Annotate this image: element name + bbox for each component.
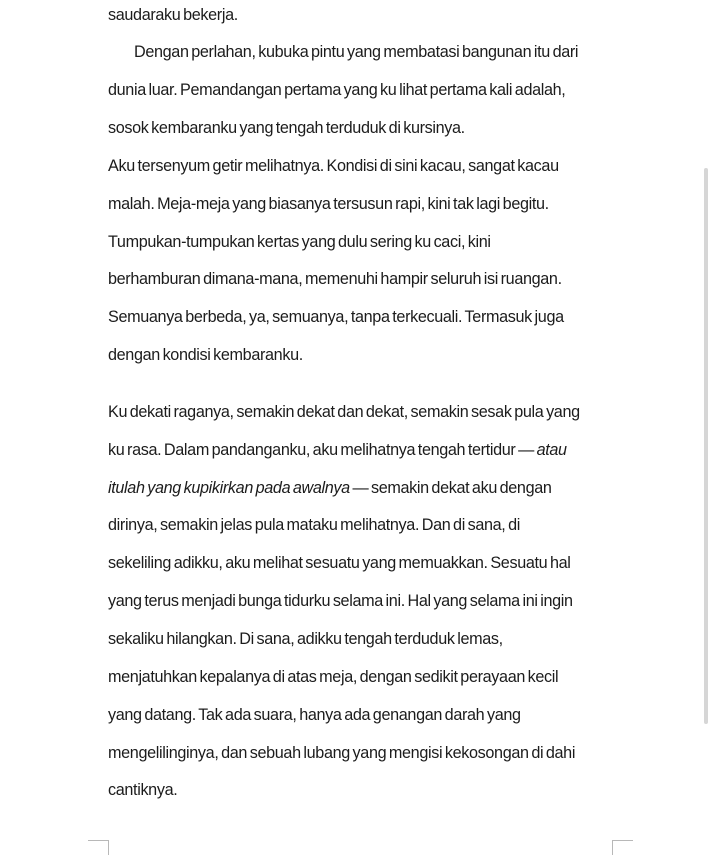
text-line: dengan kondisi kembaranku. — [108, 346, 303, 364]
page-corner-marker-right — [612, 840, 633, 855]
text-line — [108, 440, 567, 460]
text-line: sosok kembaranku yang tengah terduduk di kursinya. — [108, 119, 465, 137]
text-line: menjatuhkan kepalanya di atas meja, dengan sedikit perayaan kecil — [108, 668, 559, 686]
italic-text: itulah yang kupikirkan pada awalnya — [108, 479, 350, 497]
text-line — [108, 478, 552, 498]
text-line: malah. Meja-meja yang biasanya tersusun rapi, kini tak lagi begitu. — [108, 195, 549, 213]
text-line: Dengan perlahan, kubuka pintu yang membatasi bangunan itu dari — [134, 43, 579, 61]
text-line: berhamburan dimana-mana, memenuhi hampir seluruh isi ruangan. — [108, 270, 562, 288]
text-line: Aku tersenyum getir melihatnya. Kondisi di sini kacau, sangat kacau — [108, 157, 559, 175]
text-line: Semuanya berbeda, ya, semuanya, tanpa terkecuali. Termasuk juga — [108, 308, 564, 326]
text-line: yang datang. Tak ada suara, hanya ada genangan darah yang — [108, 706, 521, 724]
text-line: yang terus menjadi bunga tidurku selama ini. Hal yang selama ini ingin — [108, 592, 573, 610]
text-line: Ku dekati raganya, semakin dekat dan dekat, semakin sesak pula yang — [108, 403, 580, 421]
vertical-scrollbar[interactable] — [704, 168, 708, 724]
text-line: Tumpukan-tumpukan kertas yang dulu sering ku caci, kini — [108, 233, 491, 251]
italic-text: atau — [536, 441, 567, 459]
text-line: cantiknya. — [108, 781, 178, 799]
text-span: ku rasa. Dalam pandanganku, aku melihatnya tengah tertidur — — [108, 441, 537, 459]
text-line: sekaliku hilangkan. Di sana, adikku tengah terduduk lemas, — [108, 630, 503, 648]
page-corner-marker-left — [88, 840, 109, 855]
text-line: dirinya, semakin jelas pula mataku melihatnya. Dan di sana, di — [108, 516, 520, 534]
text-line: saudaraku bekerja. — [108, 6, 238, 24]
text-line: mengelilinginya, dan sebuah lubang yang mengisi kekosongan di dahi — [108, 744, 576, 762]
text-line: sekeliling adikku, aku melihat sesuatu yang memuakkan. Sesuatu hal — [108, 554, 571, 572]
text-span: — semakin dekat aku dengan — [349, 479, 552, 497]
text-line: dunia luar. Pemandangan pertama yang ku lihat pertama kali adalah, — [108, 81, 566, 99]
